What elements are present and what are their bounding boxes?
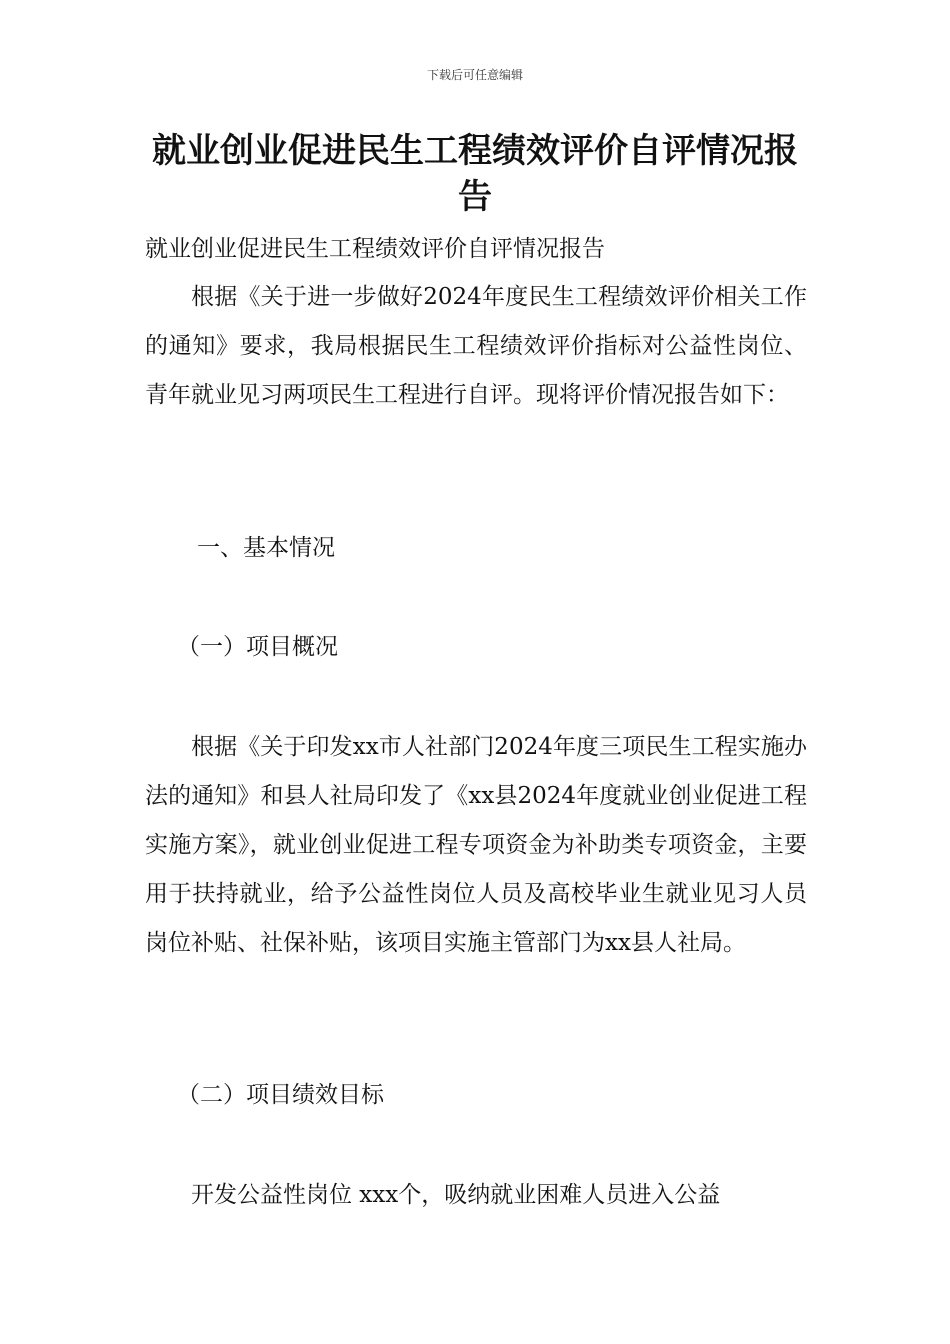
document-subtitle: 就业创业促进民生工程绩效评价自评情况报告 (145, 236, 605, 262)
intro-paragraph: 根据《关于进一步做好2024年度民生工程绩效评价相关工作的通知》要求，我局根据民生工程绩效评价指标对公益性岗位、青年就业见习两项民生工程进行自评。现将评价情况报告如下： (145, 284, 807, 408)
subsection-heading-project-overview: （一）项目概况 (177, 634, 338, 660)
section-heading-basic-info: 一、基本情况 (197, 535, 335, 561)
subsection-heading-performance-goals: （二）项目绩效目标 (177, 1082, 384, 1108)
project-overview-paragraph: 根据《关于印发xx市人社部门2024年度三项民生工程实施办法的通知》和县人社局印发了《xx县2024年度就业创业促进工程实施方案》，就业创业促进工程专项资金为补助类专项资金，主要用于扶持就业，给予公益性岗位人员及高校毕业生就业见习人员岗位补贴、社保补贴，该项目实施主管部门为xx县人社局。 (145, 734, 807, 956)
header-note: 下载后可任意编辑 (426, 68, 523, 82)
performance-goals-paragraph: 开发公益性岗位 xxx个，吸纳就业困难人员进入公益 (191, 1182, 721, 1208)
document-title: 就业创业促进民生工程绩效评价自评情况报告 (152, 131, 798, 217)
